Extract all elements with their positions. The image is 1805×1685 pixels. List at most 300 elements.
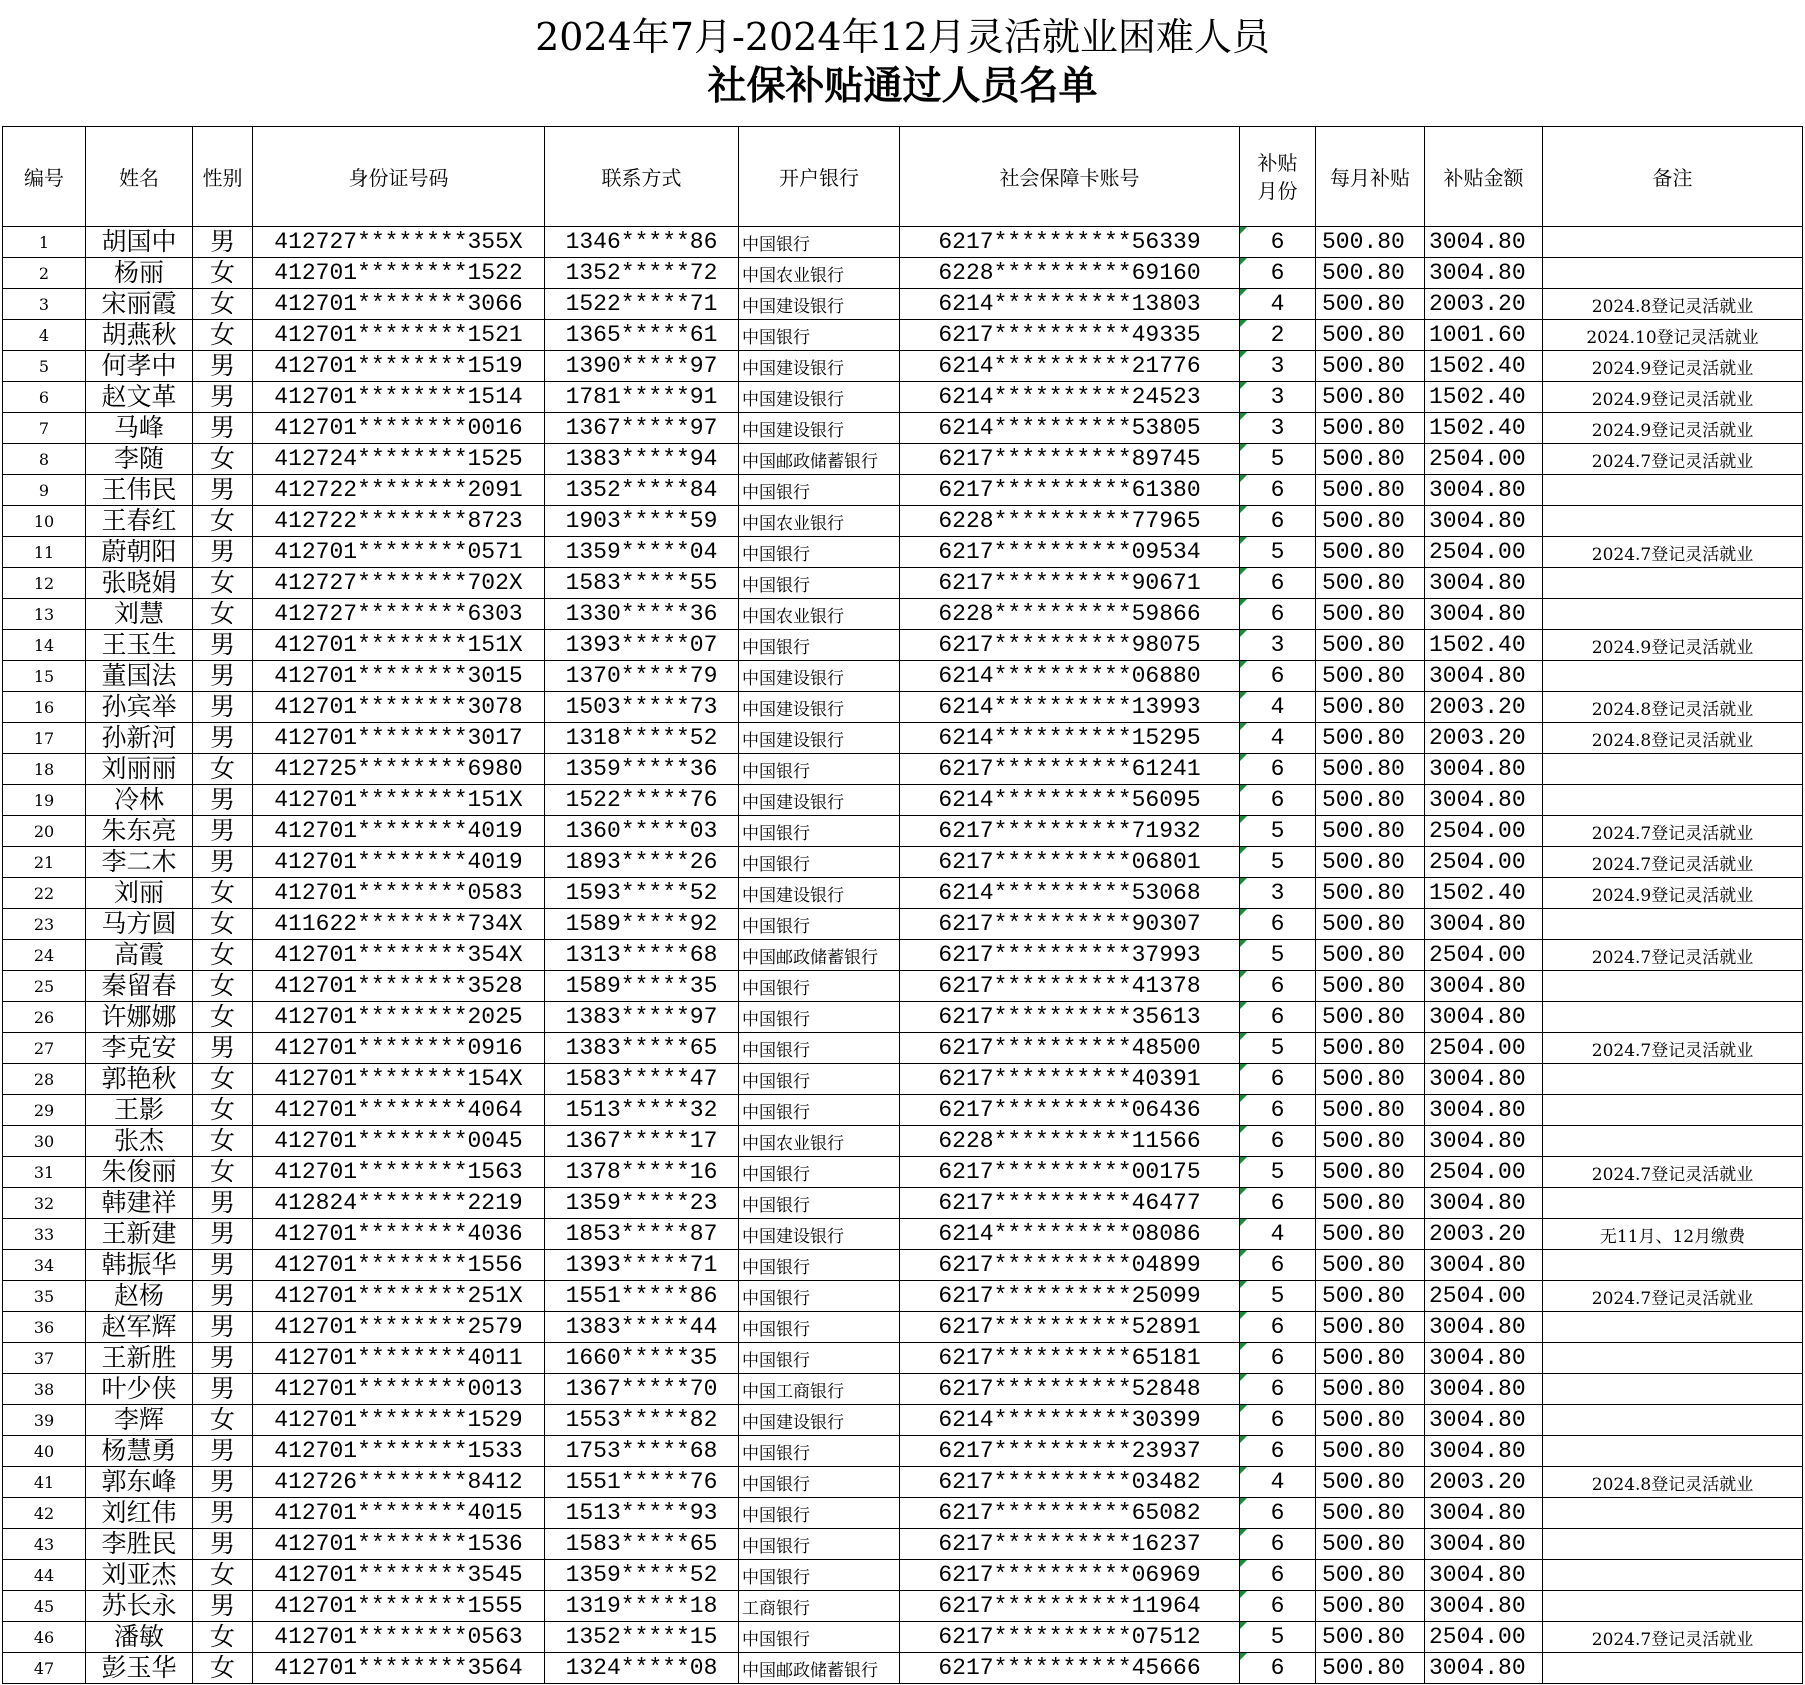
subsidy-months: 6	[1240, 599, 1316, 630]
remark	[1543, 1343, 1803, 1374]
gender: 男	[193, 382, 253, 413]
social-security-card-number: 6217**********41378	[900, 971, 1240, 1002]
table-row	[3, 630, 1803, 661]
contact-phone: 1318*****52	[545, 723, 739, 754]
bank-name: 中国银行	[739, 1467, 900, 1498]
gender: 女	[193, 1095, 253, 1126]
person-name: 孙宾举	[86, 692, 193, 723]
person-name: 赵文革	[86, 382, 193, 413]
remark: 2024.8登记灵活就业	[1543, 723, 1803, 754]
remark	[1543, 785, 1803, 816]
gender: 女	[193, 1064, 253, 1095]
table-row	[3, 785, 1803, 816]
monthly-subsidy: 500.80	[1316, 382, 1425, 413]
row-number: 31	[3, 1157, 86, 1188]
bank-name: 中国银行	[739, 816, 900, 847]
monthly-subsidy: 500.80	[1316, 1157, 1425, 1188]
gender: 男	[193, 661, 253, 692]
person-name: 宋丽霞	[86, 289, 193, 320]
person-name: 王新胜	[86, 1343, 193, 1374]
bank-name: 中国银行	[739, 1157, 900, 1188]
subsidy-amount: 3004.80	[1425, 1529, 1543, 1560]
remark	[1543, 568, 1803, 599]
monthly-subsidy: 500.80	[1316, 1622, 1425, 1653]
person-name: 蔚朝阳	[86, 537, 193, 568]
monthly-subsidy: 500.80	[1316, 1343, 1425, 1374]
id-number: 412725********6980	[253, 754, 545, 785]
subsidy-months: 6	[1240, 258, 1316, 289]
row-number: 39	[3, 1405, 86, 1436]
subsidy-months: 6	[1240, 1250, 1316, 1281]
gender: 男	[193, 692, 253, 723]
row-number: 8	[3, 444, 86, 475]
subsidy-months: 6	[1240, 1591, 1316, 1622]
remark: 2024.9登记灵活就业	[1543, 382, 1803, 413]
subsidy-amount: 3004.80	[1425, 1064, 1543, 1095]
person-name: 张晓娟	[86, 568, 193, 599]
subsidy-months: 6	[1240, 754, 1316, 785]
id-number: 412701********0571	[253, 537, 545, 568]
social-security-card-number: 6217**********07512	[900, 1622, 1240, 1653]
bank-name: 中国银行	[739, 1436, 900, 1467]
gender: 女	[193, 320, 253, 351]
contact-phone: 1346*****86	[545, 227, 739, 258]
id-number: 412701********3545	[253, 1560, 545, 1591]
gender: 男	[193, 1312, 253, 1343]
table-row	[3, 1126, 1803, 1157]
bank-name: 中国银行	[739, 1498, 900, 1529]
person-name: 韩振华	[86, 1250, 193, 1281]
id-number: 412701********4011	[253, 1343, 545, 1374]
id-number: 412701********1521	[253, 320, 545, 351]
table-header-row	[3, 127, 1803, 227]
contact-phone: 1390*****97	[545, 351, 739, 382]
table-row	[3, 1188, 1803, 1219]
bank-name: 中国建设银行	[739, 1405, 900, 1436]
contact-phone: 1903*****59	[545, 506, 739, 537]
monthly-subsidy: 500.80	[1316, 692, 1425, 723]
row-number: 27	[3, 1033, 86, 1064]
contact-phone: 1589*****35	[545, 971, 739, 1002]
gender: 男	[193, 1250, 253, 1281]
gender: 女	[193, 599, 253, 630]
header-number: 编号	[3, 127, 86, 227]
id-number: 412701********151X	[253, 785, 545, 816]
social-security-card-number: 6214**********24523	[900, 382, 1240, 413]
remark	[1543, 1653, 1803, 1684]
row-number: 22	[3, 878, 86, 909]
remark	[1543, 258, 1803, 289]
remark: 2024.9登记灵活就业	[1543, 878, 1803, 909]
subsidy-months: 6	[1240, 1405, 1316, 1436]
subsidy-amount: 3004.80	[1425, 1126, 1543, 1157]
monthly-subsidy: 500.80	[1316, 1374, 1425, 1405]
id-number: 412701********3528	[253, 971, 545, 1002]
person-name: 王伟民	[86, 475, 193, 506]
subsidy-months: 6	[1240, 1560, 1316, 1591]
social-security-card-number: 6217**********65082	[900, 1498, 1240, 1529]
contact-phone: 1367*****17	[545, 1126, 739, 1157]
table-row	[3, 1374, 1803, 1405]
bank-name: 中国建设银行	[739, 382, 900, 413]
id-number: 412701********4015	[253, 1498, 545, 1529]
remark	[1543, 1095, 1803, 1126]
subsidy-amount: 2003.20	[1425, 692, 1543, 723]
id-number: 412701********3564	[253, 1653, 545, 1684]
gender: 男	[193, 1188, 253, 1219]
monthly-subsidy: 500.80	[1316, 1405, 1425, 1436]
gender: 男	[193, 630, 253, 661]
table-row	[3, 816, 1803, 847]
social-security-card-number: 6217**********71932	[900, 816, 1240, 847]
social-security-card-number: 6217**********40391	[900, 1064, 1240, 1095]
row-number: 11	[3, 537, 86, 568]
id-number: 412701********4064	[253, 1095, 545, 1126]
remark	[1543, 599, 1803, 630]
contact-phone: 1378*****16	[545, 1157, 739, 1188]
monthly-subsidy: 500.80	[1316, 1095, 1425, 1126]
table-row	[3, 289, 1803, 320]
bank-name: 中国银行	[739, 568, 900, 599]
remark	[1543, 1498, 1803, 1529]
row-number: 44	[3, 1560, 86, 1591]
row-number: 10	[3, 506, 86, 537]
table-row	[3, 475, 1803, 506]
row-number: 18	[3, 754, 86, 785]
subsidy-amount: 2504.00	[1425, 1157, 1543, 1188]
row-number: 20	[3, 816, 86, 847]
bank-name: 中国建设银行	[739, 289, 900, 320]
page-title-line-2: 社保补贴通过人员名单	[707, 63, 1098, 109]
row-number: 23	[3, 909, 86, 940]
person-name: 韩建祥	[86, 1188, 193, 1219]
contact-phone: 1359*****23	[545, 1188, 739, 1219]
table-row	[3, 1312, 1803, 1343]
row-number: 38	[3, 1374, 86, 1405]
subsidy-amount: 3004.80	[1425, 971, 1543, 1002]
id-number: 412701********4036	[253, 1219, 545, 1250]
person-name: 孙新河	[86, 723, 193, 754]
gender: 女	[193, 1405, 253, 1436]
gender: 男	[193, 847, 253, 878]
id-number: 412727********355X	[253, 227, 545, 258]
contact-phone: 1853*****87	[545, 1219, 739, 1250]
monthly-subsidy: 500.80	[1316, 1312, 1425, 1343]
gender: 男	[193, 413, 253, 444]
bank-name: 中国银行	[739, 971, 900, 1002]
person-name: 王新建	[86, 1219, 193, 1250]
table-row	[3, 1529, 1803, 1560]
table-row	[3, 1002, 1803, 1033]
subsidy-amount: 2003.20	[1425, 289, 1543, 320]
monthly-subsidy: 500.80	[1316, 878, 1425, 909]
gender: 男	[193, 1219, 253, 1250]
contact-phone: 1553*****82	[545, 1405, 739, 1436]
subsidy-months: 5	[1240, 444, 1316, 475]
subsidy-amount: 3004.80	[1425, 1405, 1543, 1436]
social-security-card-number: 6217**********04899	[900, 1250, 1240, 1281]
contact-phone: 1360*****03	[545, 816, 739, 847]
table-row	[3, 382, 1803, 413]
person-name: 叶少侠	[86, 1374, 193, 1405]
person-name: 王春红	[86, 506, 193, 537]
subsidy-months: 2	[1240, 320, 1316, 351]
contact-phone: 1367*****97	[545, 413, 739, 444]
gender: 女	[193, 1622, 253, 1653]
id-number: 412701********251X	[253, 1281, 545, 1312]
social-security-card-number: 6217**********09534	[900, 537, 1240, 568]
remark: 2024.10登记灵活就业	[1543, 320, 1803, 351]
bank-name: 中国邮政储蓄银行	[739, 940, 900, 971]
social-security-card-number: 6217**********16237	[900, 1529, 1240, 1560]
contact-phone: 1383*****97	[545, 1002, 739, 1033]
subsidy-amount: 3004.80	[1425, 661, 1543, 692]
gender: 女	[193, 940, 253, 971]
contact-phone: 1583*****55	[545, 568, 739, 599]
person-name: 李二木	[86, 847, 193, 878]
subsidy-months: 5	[1240, 847, 1316, 878]
gender: 女	[193, 971, 253, 1002]
contact-phone: 1383*****44	[545, 1312, 739, 1343]
header-name: 姓名	[86, 127, 193, 227]
contact-phone: 1583*****47	[545, 1064, 739, 1095]
monthly-subsidy: 500.80	[1316, 1064, 1425, 1095]
remark: 2024.7登记灵活就业	[1543, 940, 1803, 971]
person-name: 李克安	[86, 1033, 193, 1064]
social-security-card-number: 6214**********30399	[900, 1405, 1240, 1436]
id-number: 412701********2579	[253, 1312, 545, 1343]
table-row	[3, 878, 1803, 909]
bank-name: 中国银行	[739, 1312, 900, 1343]
contact-phone: 1383*****65	[545, 1033, 739, 1064]
monthly-subsidy: 500.80	[1316, 227, 1425, 258]
gender: 男	[193, 227, 253, 258]
remark	[1543, 1436, 1803, 1467]
id-number: 412701********1529	[253, 1405, 545, 1436]
monthly-subsidy: 500.80	[1316, 1188, 1425, 1219]
bank-name: 中国农业银行	[739, 1126, 900, 1157]
gender: 女	[193, 568, 253, 599]
table-row	[3, 1653, 1803, 1684]
id-number: 412701********3066	[253, 289, 545, 320]
bank-name: 中国银行	[739, 1343, 900, 1374]
contact-phone: 1313*****68	[545, 940, 739, 971]
bank-name: 中国银行	[739, 1250, 900, 1281]
subsidy-months: 4	[1240, 723, 1316, 754]
bank-name: 中国银行	[739, 1622, 900, 1653]
row-number: 6	[3, 382, 86, 413]
subsidy-months: 4	[1240, 1467, 1316, 1498]
table-row	[3, 1343, 1803, 1374]
gender: 男	[193, 1529, 253, 1560]
bank-name: 中国银行	[739, 1560, 900, 1591]
social-security-card-number: 6217**********11964	[900, 1591, 1240, 1622]
id-number: 412701********1563	[253, 1157, 545, 1188]
social-security-card-number: 6214**********21776	[900, 351, 1240, 382]
social-security-card-number: 6217**********23937	[900, 1436, 1240, 1467]
bank-name: 中国建设银行	[739, 351, 900, 382]
social-security-card-number: 6214**********53068	[900, 878, 1240, 909]
id-number: 412724********1525	[253, 444, 545, 475]
monthly-subsidy: 500.80	[1316, 1281, 1425, 1312]
subsidy-months: 6	[1240, 909, 1316, 940]
social-security-card-number: 6214**********08086	[900, 1219, 1240, 1250]
table-row	[3, 444, 1803, 475]
remark: 2024.7登记灵活就业	[1543, 1622, 1803, 1653]
header-remark: 备注	[1543, 127, 1803, 227]
subsidy-months: 6	[1240, 1188, 1316, 1219]
monthly-subsidy: 500.80	[1316, 1436, 1425, 1467]
row-number: 26	[3, 1002, 86, 1033]
gender: 男	[193, 1467, 253, 1498]
remark	[1543, 1312, 1803, 1343]
bank-name: 中国银行	[739, 754, 900, 785]
row-number: 42	[3, 1498, 86, 1529]
table-row	[3, 258, 1803, 289]
contact-phone: 1781*****91	[545, 382, 739, 413]
monthly-subsidy: 500.80	[1316, 351, 1425, 382]
social-security-card-number: 6217**********45666	[900, 1653, 1240, 1684]
contact-phone: 1551*****86	[545, 1281, 739, 1312]
subsidy-amount: 2504.00	[1425, 816, 1543, 847]
bank-name: 中国邮政储蓄银行	[739, 1653, 900, 1684]
monthly-subsidy: 500.80	[1316, 1498, 1425, 1529]
subsidy-months: 5	[1240, 537, 1316, 568]
contact-phone: 1365*****61	[545, 320, 739, 351]
subsidy-months: 6	[1240, 1498, 1316, 1529]
id-number: 412701********1514	[253, 382, 545, 413]
subsidy-months: 6	[1240, 568, 1316, 599]
subsidy-months: 6	[1240, 1064, 1316, 1095]
subsidy-amount: 3004.80	[1425, 568, 1543, 599]
gender: 男	[193, 1436, 253, 1467]
bank-name: 中国银行	[739, 537, 900, 568]
remark: 2024.7登记灵活就业	[1543, 816, 1803, 847]
remark: 无11月、12月缴费	[1543, 1219, 1803, 1250]
row-number: 33	[3, 1219, 86, 1250]
row-number: 9	[3, 475, 86, 506]
remark	[1543, 1002, 1803, 1033]
table-row	[3, 1095, 1803, 1126]
contact-phone: 1753*****68	[545, 1436, 739, 1467]
header-contact: 联系方式	[545, 127, 739, 227]
remark	[1543, 1126, 1803, 1157]
subsidy-amount: 3004.80	[1425, 1095, 1543, 1126]
header-gender: 性别	[193, 127, 253, 227]
subsidy-months: 5	[1240, 1157, 1316, 1188]
person-name: 潘敏	[86, 1622, 193, 1653]
monthly-subsidy: 500.80	[1316, 754, 1425, 785]
contact-phone: 1503*****73	[545, 692, 739, 723]
monthly-subsidy: 500.80	[1316, 1529, 1425, 1560]
row-number: 4	[3, 320, 86, 351]
id-number: 411622********734X	[253, 909, 545, 940]
table-row	[3, 227, 1803, 258]
id-number: 412727********702X	[253, 568, 545, 599]
subsidy-amount: 3004.80	[1425, 754, 1543, 785]
social-security-card-number: 6214**********15295	[900, 723, 1240, 754]
table-row	[3, 940, 1803, 971]
header-monthly-subsidy: 每月补贴	[1316, 127, 1425, 227]
bank-name: 中国银行	[739, 1281, 900, 1312]
table-row	[3, 351, 1803, 382]
monthly-subsidy: 500.80	[1316, 785, 1425, 816]
remark	[1543, 661, 1803, 692]
id-number: 412701********151X	[253, 630, 545, 661]
subsidy-months: 6	[1240, 1002, 1316, 1033]
row-number: 24	[3, 940, 86, 971]
header-subsidy-months-line-1: 补贴	[1257, 150, 1298, 175]
row-number: 25	[3, 971, 86, 1002]
remark: 2024.7登记灵活就业	[1543, 444, 1803, 475]
subsidy-months: 6	[1240, 1529, 1316, 1560]
gender: 男	[193, 351, 253, 382]
social-security-card-number: 6214**********13803	[900, 289, 1240, 320]
social-security-card-number: 6217**********90307	[900, 909, 1240, 940]
remark	[1543, 475, 1803, 506]
bank-name: 中国建设银行	[739, 1219, 900, 1250]
social-security-card-number: 6217**********06436	[900, 1095, 1240, 1126]
monthly-subsidy: 500.80	[1316, 444, 1425, 475]
header-subsidy-months	[1240, 127, 1316, 227]
contact-phone: 1513*****32	[545, 1095, 739, 1126]
contact-phone: 1593*****52	[545, 878, 739, 909]
bank-name: 中国建设银行	[739, 878, 900, 909]
person-name: 秦留春	[86, 971, 193, 1002]
bank-name: 中国银行	[739, 475, 900, 506]
contact-phone: 1330*****36	[545, 599, 739, 630]
contact-phone: 1660*****35	[545, 1343, 739, 1374]
person-name: 刘慧	[86, 599, 193, 630]
subsidy-amount: 3004.80	[1425, 909, 1543, 940]
row-number: 19	[3, 785, 86, 816]
subsidy-months: 6	[1240, 661, 1316, 692]
contact-phone: 1352*****84	[545, 475, 739, 506]
person-name: 王玉生	[86, 630, 193, 661]
id-number: 412701********0583	[253, 878, 545, 909]
subsidy-amount: 2504.00	[1425, 537, 1543, 568]
id-number: 412701********1533	[253, 1436, 545, 1467]
table-row	[3, 971, 1803, 1002]
person-name: 何孝中	[86, 351, 193, 382]
header-subsidy-amount: 补贴金额	[1425, 127, 1543, 227]
social-security-card-number: 6217**********06801	[900, 847, 1240, 878]
gender: 女	[193, 1560, 253, 1591]
monthly-subsidy: 500.80	[1316, 1467, 1425, 1498]
bank-name: 中国银行	[739, 1188, 900, 1219]
table-row	[3, 506, 1803, 537]
subsidy-months: 6	[1240, 971, 1316, 1002]
gender: 女	[193, 289, 253, 320]
bank-name: 中国银行	[739, 630, 900, 661]
monthly-subsidy: 500.80	[1316, 1033, 1425, 1064]
subsidy-amount: 3004.80	[1425, 475, 1543, 506]
remark: 2024.7登记灵活就业	[1543, 1281, 1803, 1312]
id-number: 412701********0045	[253, 1126, 545, 1157]
gender: 男	[193, 816, 253, 847]
monthly-subsidy: 500.80	[1316, 723, 1425, 754]
remark	[1543, 1405, 1803, 1436]
subsidy-amount: 1001.60	[1425, 320, 1543, 351]
person-name: 王影	[86, 1095, 193, 1126]
gender: 男	[193, 1343, 253, 1374]
row-number: 29	[3, 1095, 86, 1126]
remark: 2024.9登记灵活就业	[1543, 351, 1803, 382]
table-row	[3, 1033, 1803, 1064]
subsidy-amount: 2504.00	[1425, 847, 1543, 878]
monthly-subsidy: 500.80	[1316, 847, 1425, 878]
monthly-subsidy: 500.80	[1316, 1653, 1425, 1684]
